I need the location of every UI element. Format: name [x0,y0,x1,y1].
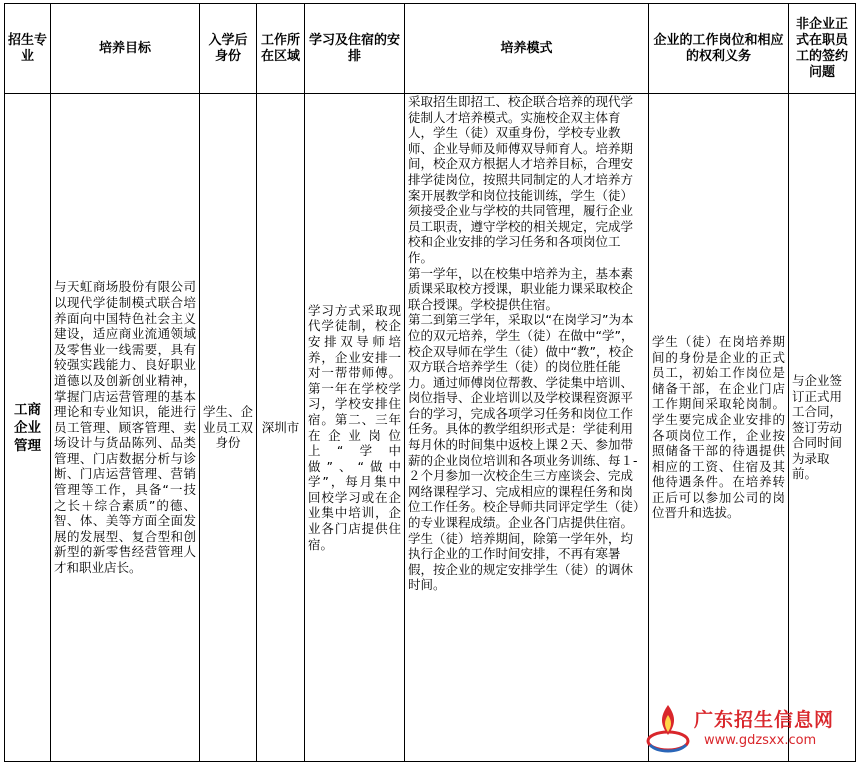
header-area: 工作所在区域 [257,4,305,94]
watermark-url: www.gdzsxx.com [704,733,817,748]
cell-major: 工商企业管理 [5,94,51,762]
cell-mode [405,94,649,762]
watermark-title: 广东招生信息网 [694,709,835,731]
cell-area: 深圳市 [257,94,305,762]
header-sign: 非企业正式在职员工的签约问题 [789,4,856,94]
cell-rights: 学生（徒）在岗培养期间的身份是企业的正式员工，初始工作岗位是储备干部，在企业门店工作期间采取轮岗制。学生要完成企业安排的各项岗位工作，企业按照储备干部的待遇提供相应的工资、住宿及其他待遇条件。在培养转正后可以参加公司的岗位晋升和选拔。 [649,94,789,762]
header-mode: 培养模式 [405,4,649,94]
header-identity: 入学后身份 [200,4,257,94]
header-goal: 培养目标 [51,4,200,94]
header-major: 招生专业 [5,4,51,94]
header-study: 学习及住宿的安排 [305,4,405,94]
cell-identity: 学生、企业员工双身份 [200,94,257,762]
cell-goal: 与天虹商场股份有限公司以现代学徒制模式联合培养面向中国特色社会主义建设，适应商业流通领域及零售业一线需要，具有较强实践能力、良好职业道德以及创新创业精神，掌握门店运营管理的基本理论和专业知识，能进行员工管理、顾客管理、卖场设计与货品陈列、品类管理、门店数据分析与诊断、门店运营管理、营销管理等工作，具备“一技之长＋综合素质”的德、智、体、美等方面全面发展的发展型、复合型和创新型的新零售经营管理人才和职业店长。 [51,94,200,762]
admission-table [4,3,856,762]
watermark [644,701,844,757]
cell-sign: 与企业签订正式用工合同，签订劳动合同时间为录取前。 [789,94,856,762]
header-row [5,4,856,94]
header-rights: 企业的工作岗位和相应的权利义务 [649,4,789,94]
candle-flame-logo [644,701,692,755]
cell-mode-text: 采取招生即招工、校企联合培养的现代学徒制人才培养模式。实施校企双主体育人，学生（徒）双重身份，学校专业教师、企业导师及师傅双导师育人。培养期间，校企双方根据人才培养目标，合理安排学徒岗位，按照共同制定的人才培养方案开展教学和岗位技能训练，学生（徒）须接受企业与学校的共同管理，履行企业员工职责，遵守学校的相关规定，完成学校和企业安排的学习任务和各项岗位工作。 第一学年，以在校集中培养为主，基本素质课采取校方授课，职业能力课采取校企联合授课。学校提供住宿。 第二到第三学年，采取以“在岗学习”为本位的双元培养，学生（徒）在做中“学”，校企双导师在学生（徒）做中“教”，校企双方联合培养学生（徒）的岗位胜任能力。通过师傅岗位帮教、学徒集中培训、岗位指导、企业培训以及学校课程资源平台的学习，完成各项学习任务和岗位工作任务。具体的教学组织形式是：学徒利用每月休的时间集中返校上课２天、参加带薪的企业岗位培训和各项业务训练、每１-２个月参加一次校企生三方座谈会、完成网络课程学习、完成相应的课程任务和岗位工作任务。校企导师共同评定学生（徒）的专业课程成绩。企业各门店提供住宿。 学生（徒）培养期间，除第一学年外，均执行企业的工作时间安排，不再有寒暑假，按企业的规定安排学生（徒）的调休时间。 [408,94,640,593]
cell-study: 学习方式采取现代学徒制，校企安排双导师培养，企业安排一对一帮带师傅。第一年在学校学习，学校安排住宿。第二、三年在企业岗位上“学中做”、“做中学”，每月集中回校学习或在企业集中培训，企业各门店提供住宿。 [305,94,405,762]
table-row [5,94,856,762]
